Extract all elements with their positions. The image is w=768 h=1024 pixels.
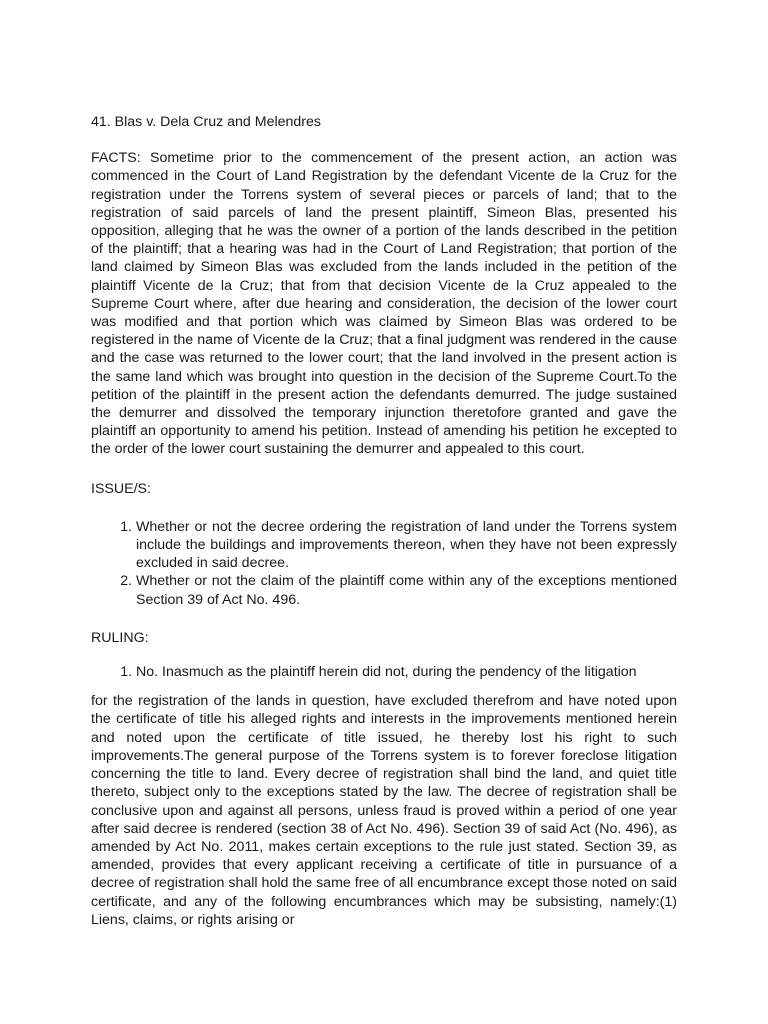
document-body — [91, 113, 677, 929]
ruling-heading: RULING: — [91, 629, 149, 646]
ruling-continuation-paragraph: for the registration of the lands in question, have excluded therefrom and have noted upon the certificate of title his alleged rights and interests in the improvements mentioned herein and noted upon the certificate of title issued, he thereby lost his right to such improvements.The general purpose of the Torrens system is to forever foreclose litigation concerning the title to land. Every decree of registration shall bind the land, and quiet title thereto, subject only to the exceptions stated by the law. The decree of registration shall be conclusive upon and against all persons, unless fraud is proved within a period of one year after said decree is rendered (section 38 of Act No. 496). Section 39 of said Act (No. 496), as amended by Act No. 2011, makes certain exceptions to the rule just stated. Section 39, as amended, provides that every applicant receiving a certificate of title in pursuance of a decree of registration shall hold the same free of all encumbrance except those noted on said certificate, and any of the following encumbrances which may be subsisting, namely:(1) Liens, claims, or rights arising or — [91, 693, 677, 928]
ruling-list — [91, 663, 677, 681]
facts-paragraph: FACTS: Sometime prior to the commencement of the present action, an action was commenced in the Court of Land Registration by the defendant Vicente de la Cruz for the registration under the Torrens system of several pieces or parcels of land; that to the registration of said parcels of land the present plaintiff, Simeon Blas, presented his opposition, alleging that he was the owner of a portion of the lands described in the petition of the plaintiff; that a hearing was had in the Court of Land Registration; that portion of the land claimed by Simeon Blas was excluded from the lands included in the petition of the plaintiff Vicente de la Cruz; that from that decision Vicente de la Cruz appealed to the Supreme Court where, after due hearing and consideration, the decision of the lower court was modified and that portion which was claimed by Simeon Blas was ordered to be registered in the name of Vicente de la Cruz; that a final judgment was rendered in the cause and the case was returned to the lower court; that the land involved in the present action is the same land which was brought into question in the decision of the Supreme Court.To the petition of the plaintiff in the present action the defendants demurred. The judge sustained the demurrer and dissolved the temporary injunction theretofore granted and gave the plaintiff an opportunity to amend his petition. Instead of amending his petition he excepted to the order of the lower court sustaining the demurrer and appealed to this court. — [91, 150, 677, 458]
issue-item: 1. Whether or not the decree ordering the registration of land under the Torrens system include the buildings and improvements thereon, when they have not been expressly excluded in said decree. — [136, 518, 677, 573]
issues-list — [91, 518, 677, 609]
case-title: 41. Blas v. Dela Cruz and Melendres — [91, 114, 321, 130]
issues-heading: ISSUE/S: — [91, 480, 151, 497]
issue-item: 2. Whether or not the claim of the plaintiff come within any of the exceptions mentioned Section 39 of Act No. 496. — [136, 572, 677, 608]
ruling-item: 1. No. Inasmuch as the plaintiff herein did not, during the pendency of the litigation — [136, 663, 677, 681]
